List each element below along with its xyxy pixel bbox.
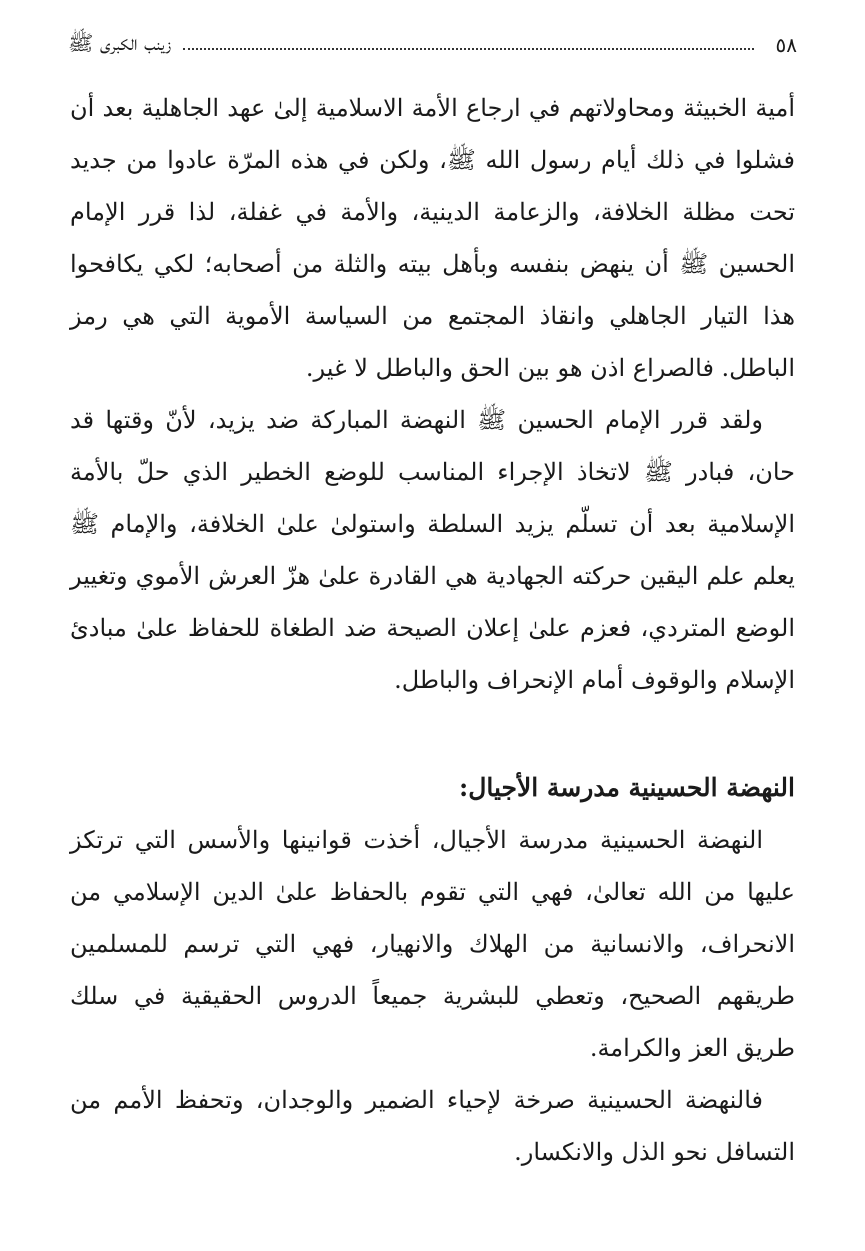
page-body	[70, 82, 795, 1178]
book-title: زينب الكبرى ﷺ	[68, 30, 172, 55]
page-number: ٥٨	[775, 33, 797, 57]
running-header	[68, 30, 797, 60]
body-paragraph: أمية الخبيثة ومحاولاتهم في ارجاع الأمة الاسلامية إلىٰ عهد الجاهلية بعد أن فشلوا في ذلك أيام رسول الله ﷺ، ولكن في هذه المرّة عادوا من جديد تحت مظلة الخلافة، والزعامة الدينية، والأمة في غفلة، لذا قرر الإمام الحسين ﷺ أن ينهض بنفسه وبأهل بيته والثلة من أصحابه؛ لكي يكافحوا هذا التيار الجاهلي وانقاذ المجتمع من السياسة الأموية التي هي رمز الباطل. فالصراع اذن هو بين الحق والباطل لا غير.	[70, 94, 795, 382]
body-paragraph: فالنهضة الحسينية صرخة لإحياء الضمير والوجدان، وتحفظ الأمم من التسافل نحو الذل والانكسار.	[70, 1086, 795, 1166]
body-paragraph: النهضة الحسينية مدرسة الأجيال، أخذت قوانينها والأسس التي ترتكز عليها من الله تعالىٰ، فهي التي تقوم بالحفاظ علىٰ الدين الإسلامي من الانحراف، والانسانية من الهلاك والانهيار، فهي التي ترسم للمسلمين طريقهم الصحيح، وتعطي للبشرية جميعاً الدروس الحقيقية في سلك طريق العز والكرامة.	[70, 826, 795, 1062]
dotted-leader	[183, 48, 753, 50]
section-spacer	[70, 706, 795, 762]
section-heading: النهضة الحسينية مدرسة الأجيال:	[458, 773, 795, 802]
body-paragraph: ولقد قرر الإمام الحسين ﷺ النهضة المباركة ضد يزيد، لأنّ وقتها قد حان، فبادر ﷺ لاتخاذ الإجراء المناسب للوضع الخطير الذي حلّ بالأمة الإسلامية بعد أن تسلّم يزيد السلطة واستولىٰ علىٰ الخلافة، والإمام ﷺ يعلم علم اليقين حركته الجهادية هي القادرة علىٰ هزّ العرش الأموي وتغيير الوضع المتردي، فعزم علىٰ إعلان الصيحة ضد الطغاة للحفاظ علىٰ مبادئ الإسلام والوقوف أمام الإنحراف والباطل.	[70, 406, 795, 694]
